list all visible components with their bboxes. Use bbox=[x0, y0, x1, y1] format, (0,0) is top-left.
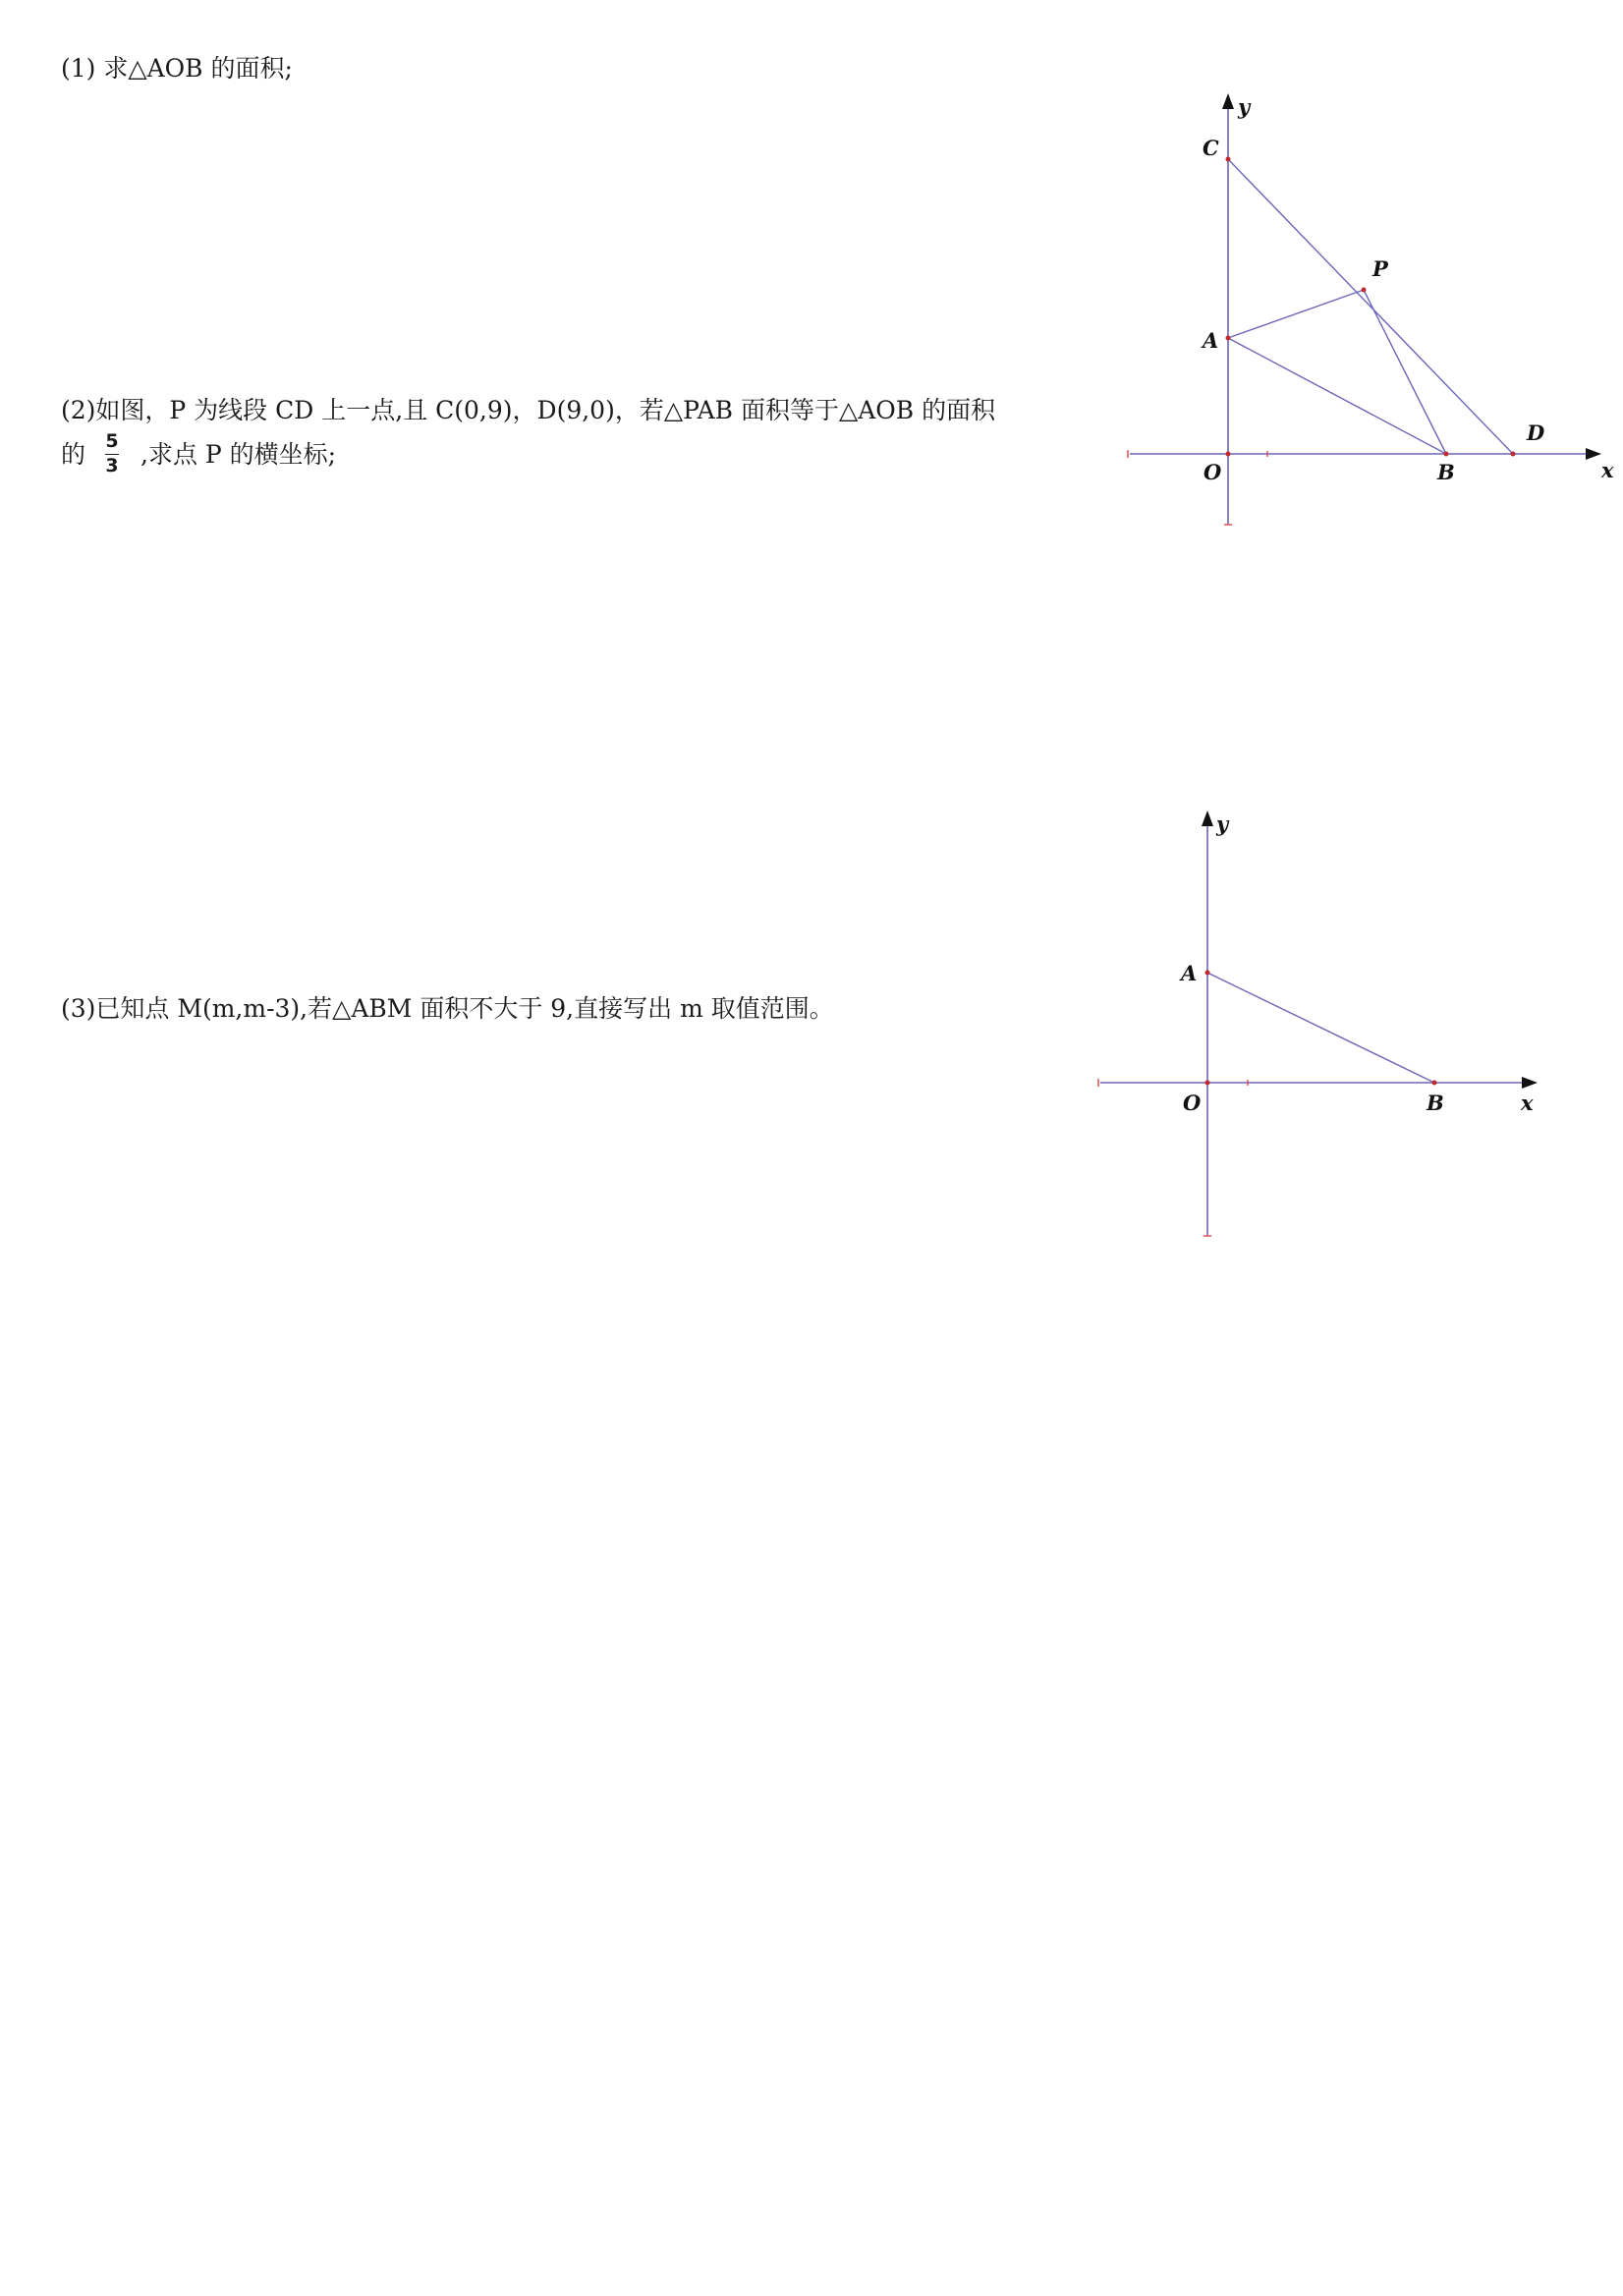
figure-1-label-A: A bbox=[1203, 328, 1219, 353]
question-2 bbox=[61, 395, 995, 477]
point-C bbox=[1226, 157, 1231, 162]
fraction-numerator: 5 bbox=[105, 430, 119, 453]
question-3-text: (3)已知点 M(m,m-3),若△ABM 面积不大于 9,直接写出 m 取值范围。 bbox=[61, 994, 834, 1023]
fraction-denominator: 3 bbox=[105, 455, 119, 477]
question-2-line1: (2)如图，P 为线段 CD 上一点,且 C(0,9)，D(9,0)，若△PAB 面积等于△AOB 的面积 bbox=[61, 396, 996, 424]
segment-AP bbox=[1228, 290, 1364, 338]
question-1 bbox=[61, 53, 293, 84]
figure-1-label-x: x bbox=[1601, 458, 1614, 482]
figure-2-label-B: B bbox=[1427, 1091, 1444, 1115]
question-2-line2-prefix: 的 bbox=[61, 439, 86, 469]
point-A bbox=[1226, 336, 1231, 341]
figure-1-x-axis-arrow bbox=[1586, 448, 1601, 460]
point-P bbox=[1362, 288, 1367, 293]
segment-AB bbox=[1228, 338, 1446, 454]
figure-2-label-y: y bbox=[1216, 812, 1229, 836]
figure-1-label-B: B bbox=[1437, 460, 1455, 484]
figure-1-label-C: C bbox=[1203, 136, 1219, 160]
question-3 bbox=[61, 993, 834, 1024]
point-O bbox=[1205, 1081, 1210, 1086]
point-D bbox=[1511, 452, 1516, 457]
figure-2-label-x: x bbox=[1521, 1091, 1534, 1115]
figure-1-label-P: P bbox=[1372, 256, 1388, 281]
figure-1-label-D: D bbox=[1527, 420, 1545, 445]
point-A bbox=[1205, 971, 1210, 976]
point-O bbox=[1226, 452, 1231, 457]
question-1-text: (1) 求△AOB 的面积; bbox=[61, 54, 293, 83]
segment-CD bbox=[1228, 159, 1513, 454]
fraction-five-thirds bbox=[105, 431, 119, 477]
question-2-line2 bbox=[61, 431, 995, 477]
figure-2-label-O: O bbox=[1183, 1091, 1202, 1115]
figure-1-label-y: y bbox=[1238, 94, 1251, 119]
figure-2-x-axis-arrow bbox=[1522, 1077, 1538, 1089]
question-2-line2-suffix: ,求点 P 的横坐标; bbox=[140, 439, 337, 469]
point-B bbox=[1432, 1081, 1437, 1086]
figure-1-label-O: O bbox=[1203, 460, 1222, 484]
segment-AB bbox=[1207, 973, 1434, 1083]
figure-2-label-A: A bbox=[1181, 961, 1198, 985]
figure-1-y-axis-arrow bbox=[1222, 93, 1234, 109]
figure-2-coordinate-diagram bbox=[1091, 796, 1552, 1258]
figure-2-y-axis-arrow bbox=[1202, 811, 1213, 826]
point-B bbox=[1444, 452, 1449, 457]
figure-1-coordinate-diagram bbox=[1120, 90, 1623, 542]
